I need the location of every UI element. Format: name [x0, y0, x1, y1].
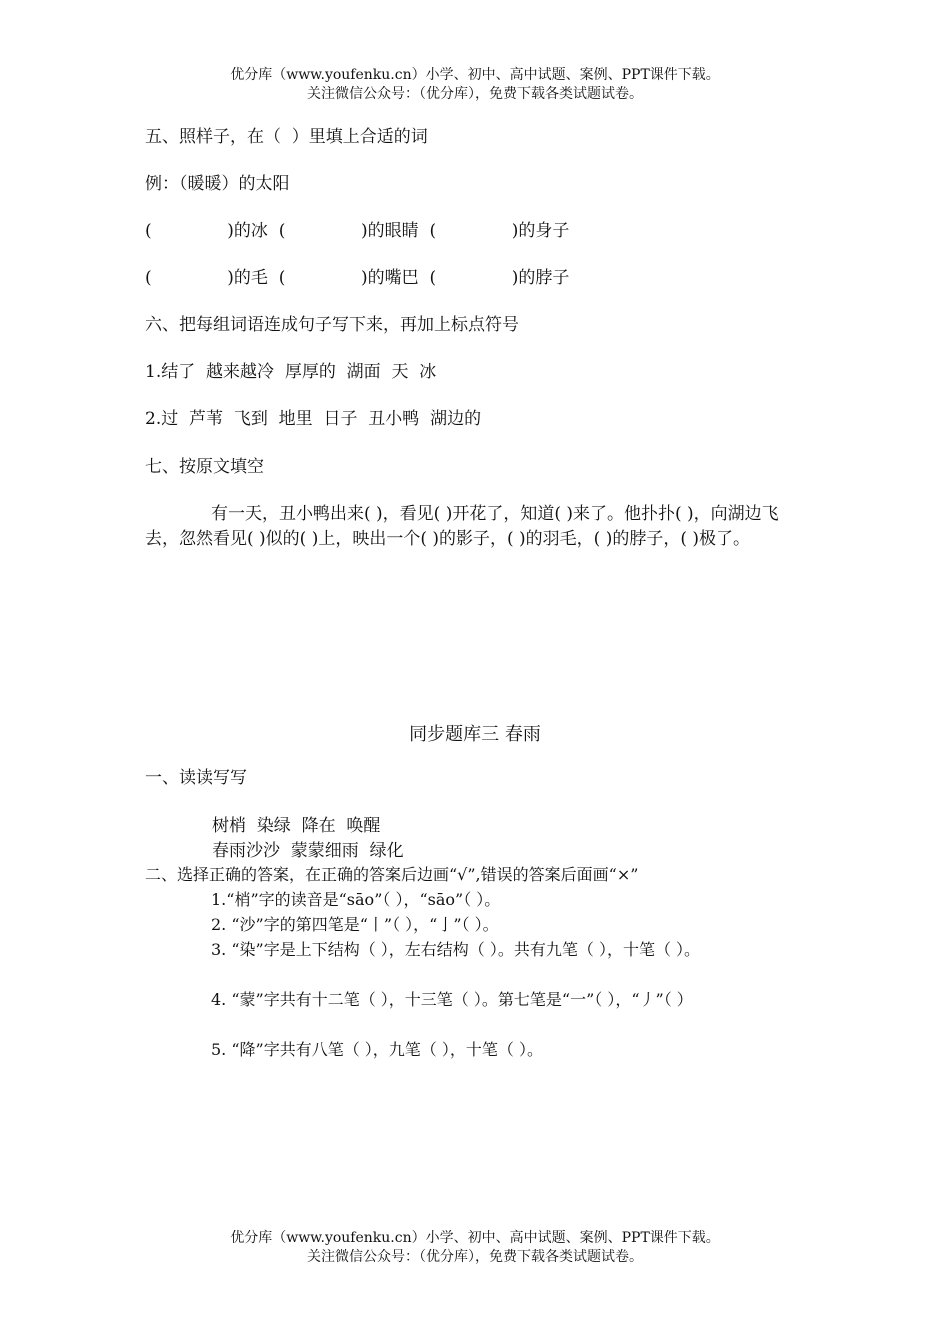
- question-5: [145, 1037, 805, 1062]
- header-line-1: 优分库（www.youfenku.cn）小学、初中、高中试题、案例、PPT课件下载。: [230, 67, 720, 83]
- section-6-item-2: 2.过 芦苇 飞到 地里 日子 丑小鸭 湖边的: [145, 409, 482, 429]
- question-2-text: 2. “沙”字的第四笔是“丨”（ ），“亅”（ ）。: [211, 915, 499, 934]
- section-6-title: 六、把每组词语连成句子写下来，再加上标点符号: [145, 315, 519, 335]
- part-1-title: 一、读读写写: [145, 768, 247, 788]
- part-1-words-2: 春雨沙沙 蒙蒙细雨 绿化: [212, 841, 404, 861]
- question-1: [145, 887, 805, 912]
- footer-line-1: 优分库（www.youfenku.cn）小学、初中、高中试题、案例、PPT课件下载。: [230, 1230, 720, 1246]
- section-6-item-1: 1.结了 越来越冷 厚厚的 湖面 天 冰: [145, 362, 437, 382]
- lesson-title: 同步题库三 春雨: [409, 724, 541, 745]
- question-4-text: 4. “蒙”字共有十二笔（ ），十三笔（ ）。第七笔是“一”（ ），“丿”（ ）: [211, 990, 693, 1009]
- question-2: [145, 912, 805, 937]
- section-7-title: 七、按原文填空: [145, 457, 264, 477]
- question-3-text: 3. “染”字是上下结构（ ），左右结构（ ）。共有九笔（ ），十笔（ ）。: [211, 940, 701, 959]
- header-line-2: 关注微信公众号：（优分库），免费下载各类试题试卷。: [307, 86, 643, 102]
- page-header: [0, 66, 950, 104]
- section-5-row-2: ( )的毛 ( )的嘴巴 ( )的脖子: [145, 268, 570, 288]
- question-5-text: 5. “降”字共有八笔（ ），九笔（ ），十笔（ ）。: [211, 1040, 543, 1059]
- question-4: [145, 987, 805, 1012]
- footer-line-2: 关注微信公众号：（优分库），免费下载各类试题试卷。: [307, 1249, 643, 1265]
- section-5-row-1: ( )的冰 ( )的眼睛 ( )的身子: [145, 221, 570, 241]
- page-footer: [0, 1229, 950, 1267]
- part-2-title: 二、选择正确的答案，在正确的答案后边画“√”,错误的答案后面画“×”: [145, 865, 639, 884]
- question-3: [145, 937, 805, 962]
- part-1-words-1: 树梢 染绿 降在 唤醒: [212, 816, 381, 836]
- section-5-title: 五、照样子，在（ ）里填上合适的词: [145, 127, 428, 147]
- question-1-text: 1.“梢”字的读音是“sāo”（ ），“sāo”（ ）。: [211, 890, 501, 909]
- section-7-paragraph: 有一天，丑小鸭出来( )，看见( )开花了，知道( )来了。他扑扑( )，向湖边飞去，忽然看见( )似的( )上，映出一个( )的影子，( )的羽毛，( )的脖子，( )极了。: [145, 504, 779, 549]
- section-5-example: 例：（暖暖）的太阳: [145, 174, 290, 194]
